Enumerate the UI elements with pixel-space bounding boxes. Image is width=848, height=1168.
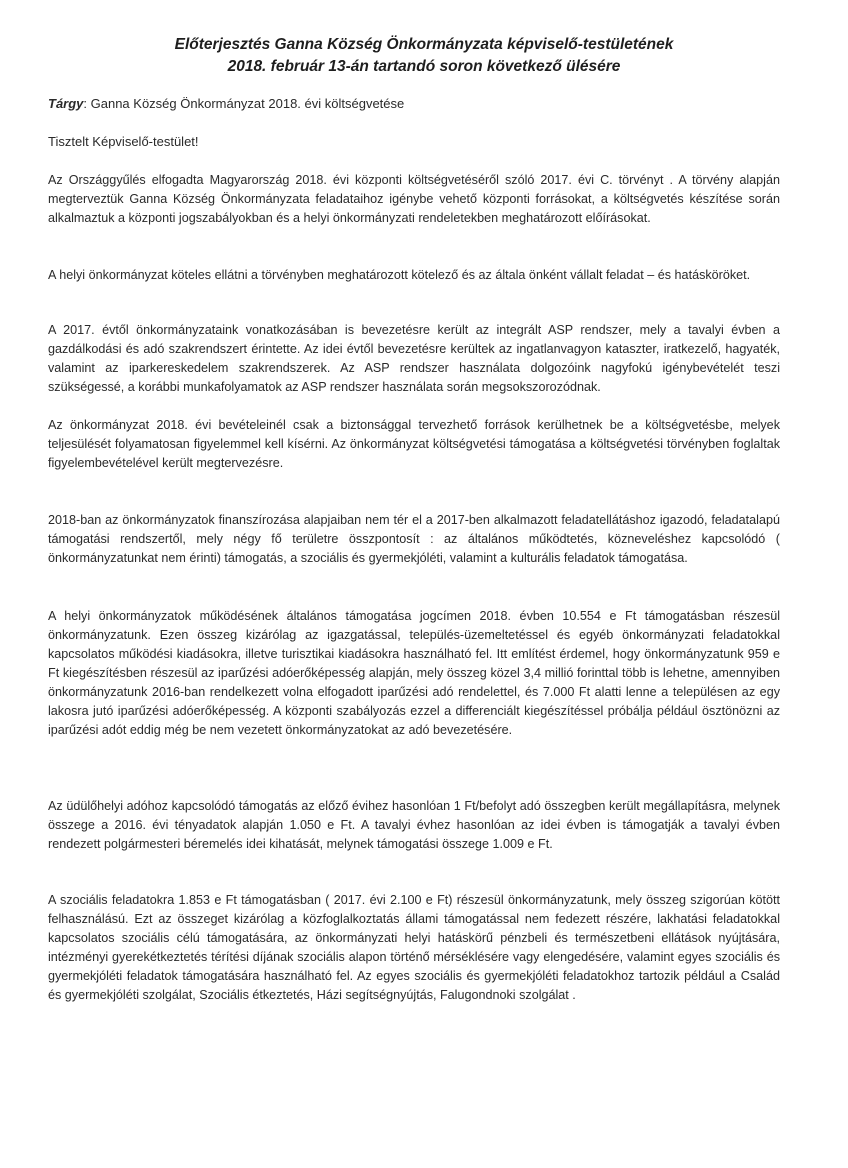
paragraph: A 2017. évtől önkormányzataink vonatkozásában is bevezetésre került az integrált ASP rendszer, mely a tavalyi évben a gazdálkodási és adó szakrendszert érintette. Az idei évtől bevezetésre kerültek az ingatlanvagyon kataszter, iratkezelő, hagyaték, valamint az iparkereskedelem szakrendszerek. Az ASP rendszer használata dolgozóink nagyfokú igénybevételét teszi szükségessé, a korábbi munkafolyamatok az ASP rendszer használata során megsokszorozódnak. [48,323,780,394]
subject-label: Tárgy [48,96,84,111]
paragraph: 2018-ban az önkormányzatok finanszírozása alapjaiban nem tér el a 2017-ben alkalmazott feladatellátáshoz igazodó, feladatalapú támogatási rendszertől, mely négy fő területre összpontosít : az általános működtetés, közneveléshez kapcsolódó ( önkormányzatunkat nem érinti) támogatás, a szociális és gyermekjóléti, valamint a kulturális feladatok támogatása. [48,513,780,565]
paragraph: A szociális feladatokra 1.853 e Ft támogatásban ( 2017. évi 2.100 e Ft) részesül önkormányzatunk, mely összeg szigorúan kötött felhasználású. Ezt az összeget kizárólag a közfoglalkoztatás állami támogatással nem fedezett részére, lakhatási feladatokkal kapcsolatos szociális célú támogatására, az önkormányzati helyi hatáskörű pénzbeli és természetbeni ellátások nyújtására, intézményi gyerekétkeztetés térítési díjának szociális alapon történő mérséklésére vagy elengedésére, valamint egyes szociális és gyermekjóléti feladatok támogatására használható fel. Az egyes szociális és gyermekjóléti feladatokhoz tartozik például a Család és gyermekjóléti szolgálat, Szociális étkeztetés, Házi segítségnyújtás, Falugondnoki szolgálat . [48,893,780,1002]
paragraph: A helyi önkormányzatok működésének általános támogatása jogcímen 2018. évben 10.554 e Ft támogatásban részesül önkormányzatunk. Ezen összeg kizárólag az igazgatással, település-üzemeltetéssel és egyéb önkormányzati feladatokkal kapcsolatos működési kiadásokra, illetve turisztikai kiadásokra használható fel. Itt említést érdemel, hogy önkormányzatunk 959 e Ft kiegészítésben részesül az iparűzési adóerőképesség alapján, mely összeg közel 3,4 millió forinttal több is lehetne, amennyiben önkormányzatunk 2016-ban rendelkezett volna elfogadott iparűzési adó rendelettel, és 7.000 Ft alatti lenne a településen az egy lakosra jutó iparűzési adóerőképesség. A központi szabályozás ezzel a differenciált kiegészítéssel próbálja például ösztönözni az iparűzési adót eddig még be nem vezetett önkormányzatokat az adó bevezetésére. [48,609,780,737]
subject-text: : Ganna Község Önkormányzat 2018. évi költségvetése [83,96,405,111]
document-heading-line1: Előterjesztés Ganna Község Önkormányzata képviselő-testületének [174,36,674,53]
subject-line [48,96,404,111]
paragraph: Az önkormányzat 2018. évi bevételeinél csak a biztonsággal tervezhető források kerülhetnek be a költségvetésbe, melyek teljesülését folyamatosan figyelemmel kell kísérni. Az önkormányzat költségvetési támogatása a költségvetési törvényben foglaltak figyelembevételével került megtervezésre. [48,418,780,470]
paragraph: Az üdülőhelyi adóhoz kapcsolódó támogatás az előző évihez hasonlóan 1 Ft/befolyt adó összegben került megállapításra, melynek összege a 2016. évi tényadatok alapján 1.050 e Ft. A tavalyi évhez hasonlóan az idei évben is támogatják a tavalyi évben rendezett polgármesteri béremelés idei kihatását, melynek támogatási összege 1.009 e Ft. [48,799,780,851]
greeting: Tisztelt Képviselő-testület! [48,134,199,149]
paragraph: A helyi önkormányzat köteles ellátni a törvényben meghatározott kötelező és az általa önként vállalt feladat – és hatásköröket. [48,268,751,282]
paragraph: Az Országgyűlés elfogadta Magyarország 2018. évi központi költségvetéséről szóló 2017. évi C. törvényt . A törvény alapján megterveztük Ganna Község Önkormányzata feladataihoz igénybe vehető központi forrásokat, a költségvetés készítése során alkalmaztuk a központi jogszabályokban és a helyi önkormányzati rendeletekben meghatározott előírásokat. [48,173,780,225]
document-heading-line2: 2018. február 13-án tartandó soron következő ülésére [227,58,621,75]
